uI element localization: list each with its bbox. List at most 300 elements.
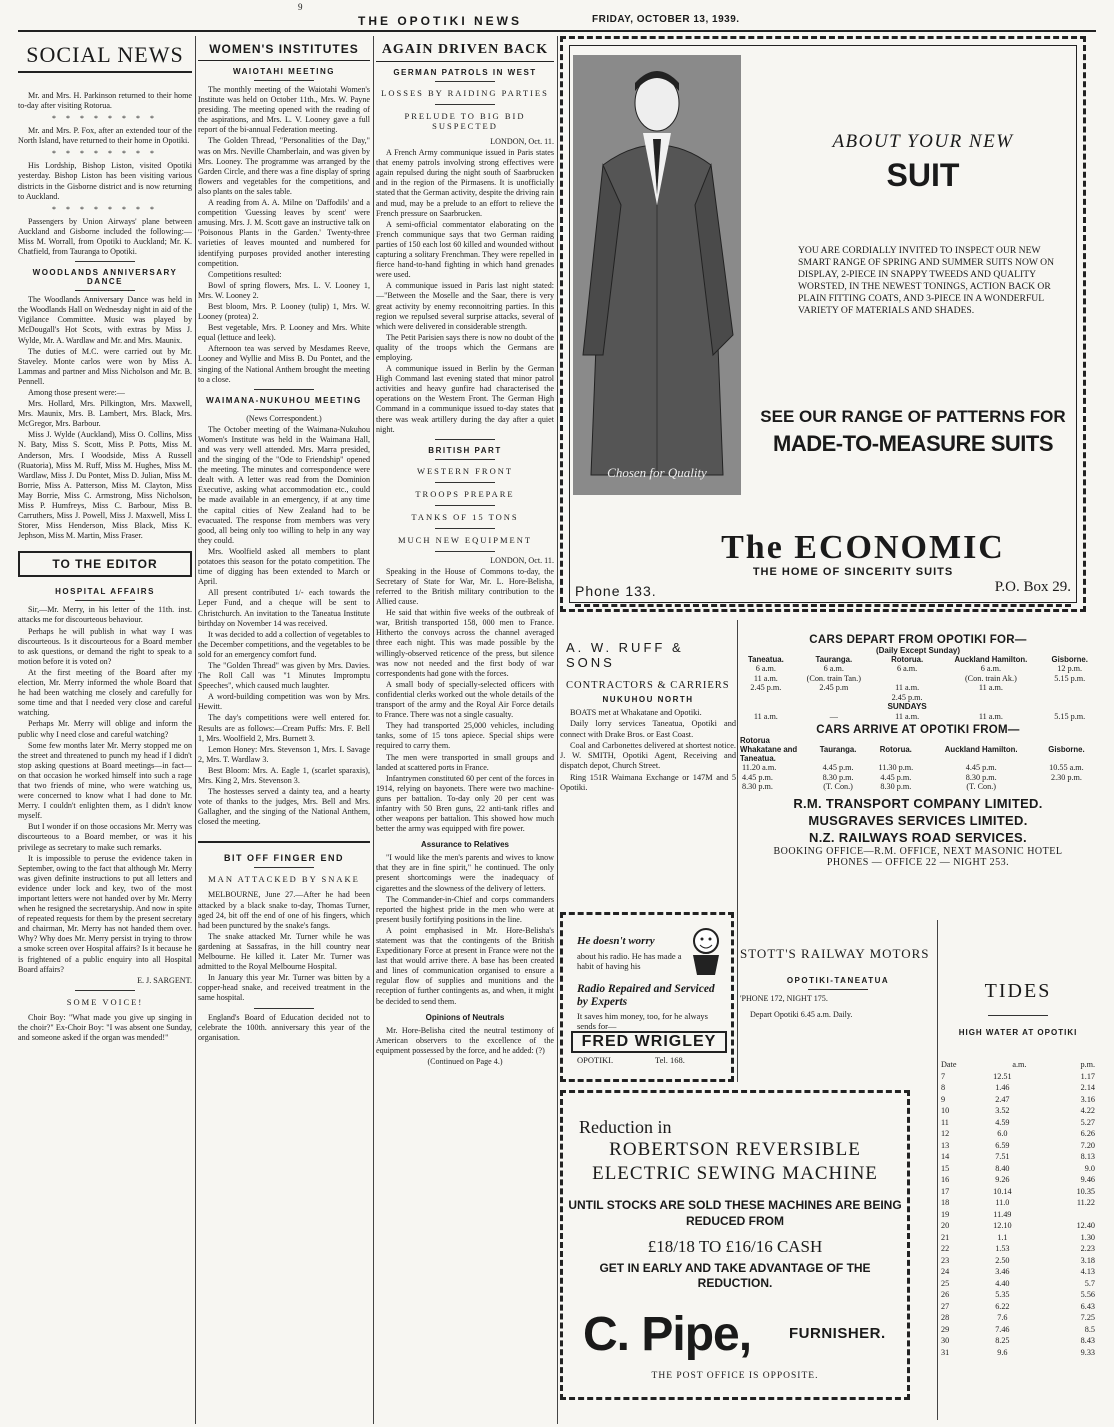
pipe-sewing-machine-advertisement: [560, 1090, 910, 1400]
table-cell: 28: [941, 1313, 950, 1322]
ad-headline-suit: SUIT: [886, 157, 960, 193]
article-paragraph: Best bloom, Mrs. P. Looney (tulip) 1, Mrs. W. Looney (protea) 2.: [198, 301, 370, 322]
table-row: [940, 1335, 1096, 1347]
table-cell: 11.0: [995, 1198, 1010, 1207]
table-cell: 22: [941, 1244, 950, 1253]
wrigley-headline: He doesn't worry: [577, 935, 655, 947]
article-paragraph: A reading from A. A. Milne on 'Daffodils' and a competition 'Guessing leaves by scent' were amusing. Mrs. J. M. Scott gave an instructive talk on 'Poisonous Plants in the Garden.' Twenty-three varieties of leaves mounted and numbered for identifying purposes provided another interesting competition.: [198, 198, 370, 268]
table-cell: 12.10: [993, 1221, 1012, 1230]
divider: [808, 989, 868, 990]
table-cell: 15: [941, 1163, 950, 1173]
column-header: Gisborne.: [1048, 745, 1085, 754]
table-row: [740, 702, 1096, 712]
table-cell: 4.13: [1080, 1267, 1095, 1276]
divider: [254, 80, 314, 81]
opinions-heading: Opinions of Neutrals: [425, 1012, 505, 1022]
tides-rows: [940, 1071, 1096, 1359]
newspaper-name: THE OPOTIKI NEWS: [358, 14, 523, 28]
article-paragraph: A point emphasised in Mr. Hore-Belisha's statement was that the contingents of the British Expeditionary Force at present in France were not the last that would arrive there. A base has been created and lines of communication organised to ensure a regular flow of supplies and munitions and the reception of further contingents as, and when, it might be decided to send them.: [376, 925, 554, 1006]
article-paragraph: The duties of M.C. were carried out by Mr. Staveley. Monte carlos were won by Miss A. Lammas and partner and Miss Nicholson and Mr. B. Pennell.: [18, 346, 192, 386]
table-cell: 6.22: [995, 1301, 1010, 1311]
economic-suit-advertisement: [560, 36, 1086, 612]
table-row: [940, 1324, 1096, 1336]
table-cell: 8.30 p.m.: [742, 782, 773, 791]
table-cell: 2.45 p.m: [819, 683, 849, 692]
column-header: Tauranga.: [819, 745, 857, 754]
cartoon-man-icon: [683, 925, 729, 981]
table-cell: 4.45 p.m.: [742, 772, 773, 782]
table-cell: 10.55 a.m.: [1049, 763, 1084, 772]
divider: [254, 867, 314, 868]
article-paragraph: A semi-official commentator elaborating on the French communique says that two German raiding parties of 150 each lost 60 killed and wounded without capturing a solitary Frenchman. They were repelled in fierce hand-to-hand fighting in which hand grenades were used.: [376, 219, 554, 280]
ruff-paragraph: Ring 151R Waimana Exchange or 147M and 5 Opotiki.: [560, 772, 736, 793]
divider: [254, 1008, 314, 1009]
article-paragraph: Lemon Honey: Mrs. Stevenson 1, Mrs. I. Savage 2, Mrs. T. Wardlaw 3.: [198, 744, 370, 764]
wrigley-radio-advertisement: [560, 912, 734, 1082]
article-paragraph: All present contributed 1/- each towards the Leper Fund, and a cheque will be sent to Christchurch. An invitation to the Taneatua Institute birthday on November 14 was received.: [198, 588, 370, 628]
table-cell: 8.30 p.m.: [880, 782, 912, 791]
economic-name: The ECONOMIC: [721, 529, 1005, 566]
column-header: a.m.: [1012, 1060, 1027, 1069]
table-cell: 4.22: [1080, 1106, 1095, 1115]
table-cell: 3.16: [1080, 1094, 1095, 1104]
table-cell: 3.52: [995, 1106, 1010, 1115]
table-cell: 14: [941, 1152, 950, 1161]
table-cell: 7.25: [1080, 1313, 1095, 1322]
table-row: [740, 664, 1096, 674]
table-cell: 4.45 p.m.: [880, 772, 912, 782]
article-paragraph: Miss J. Wylde (Auckland), Miss O. Collins, Miss N. Baty, Miss S. Scott, Miss P. Potts, Miss M. Anderson, Mrs. I Woodside, Miss A Russell (Ruatoria), Miss M. Ruff, Miss M. Hughes, Miss M. Wardlaw, Miss J. Du Pontet, Miss D. Julian, Miss M. Borrie, Miss A. Patterson, Miss M. Clayton, Miss May Borrie, Miss C. Armstrong, Miss Nicholson, Miss P. Humfreys, Miss C. Barbour, Miss B. Carruthers, Miss J. Powell, Miss J. Maxwell, Miss I. Storer, Miss Henderson, Miss Black, Miss K. Jephson, Miss M. Martin, Miss Fraser.: [18, 430, 192, 541]
table-cell: 7.6: [997, 1313, 1008, 1322]
divider: [435, 482, 495, 483]
table-cell: 5.27: [1080, 1117, 1095, 1127]
divider: [75, 290, 135, 291]
wrigley-service-line: Radio Repaired and Serviced by Experts: [577, 983, 715, 1008]
article-paragraph: Mr. and Mrs. H. Parkinson returned to their home to-day after visiting Rotorua.: [18, 91, 192, 111]
article-paragraph: The monthly meeting of the Waiotahi Women's Institute was held on October 11th., Mrs. W. Payne presiding. The meeting opened with the reading of the aspirations, and Mrs. L. V. Looney gave a full report of the bi-annual Federation meeting.: [198, 85, 370, 135]
article-paragraph: The Petit Parisien says there is now no doubt of the quality of the troops which the Germans are employing.: [376, 332, 554, 362]
article-paragraph: England's Board of Education decided not to celebrate the 100th. anniversary this year of the organisation.: [198, 1012, 370, 1042]
table-cell: 5.35: [995, 1290, 1010, 1299]
article-paragraph: Infantrymen constituted 60 per cent of the forces in 1914, relying on bayonets. There were two machine-guns per battalion. To-day only 20 per cent was infantry with 50 Bren guns, 22 anti-tank rifles and other weapons per battalion. This showed how much better the army was equipped with fire power.: [376, 773, 554, 834]
table-row: [740, 773, 1096, 783]
table-cell: 9: [941, 1094, 946, 1104]
divider: [435, 81, 495, 82]
table-cell: 6 a.m.: [755, 664, 776, 673]
table-cell: 9.33: [1080, 1347, 1095, 1357]
some-voice-heading: SOME VOICE!: [66, 996, 144, 1007]
wrigley-telephone: Tel. 168.: [655, 1055, 685, 1065]
table-cell: 11 a.m.: [978, 711, 1003, 721]
article-paragraph: Choir Boy: "What made you give up singing in the choir?" Ex-Choir Boy: "I was absent one Sunday, and someone asked if the organ was mended!": [18, 1012, 192, 1043]
table-cell: 6.59: [995, 1140, 1010, 1150]
table-row: [740, 674, 1096, 684]
table-cell: 30: [941, 1336, 950, 1345]
page-number: 9: [298, 2, 303, 12]
tides-subheading: HIGH WATER AT OPOTIKI: [958, 1028, 1078, 1037]
reduction-heading: Reduction in: [579, 1117, 672, 1137]
column-rule: [737, 620, 738, 1082]
column-rule: [937, 920, 938, 1420]
cars-depart-subheading: (Daily Except Sunday): [875, 646, 961, 655]
column-header: Rotorua.: [891, 655, 924, 664]
tides-table-section: [940, 980, 1096, 1358]
table-cell: 8.25: [995, 1336, 1010, 1345]
railways-line: N.Z. RAILWAYS ROAD SERVICES.: [809, 829, 1027, 845]
column-rule: [195, 36, 196, 1424]
table-row: [940, 1209, 1096, 1221]
tides-heading: TIDES: [984, 980, 1052, 1002]
letter-paragraph: It is impossible to peruse the evidence taken in September, owing to the fact that although Mr. Merry was given definite instructions to put all letters and evidence under lock and key, two of the most important letters were not handed over by Mr. Merry when he resigned the secretaryship. And now in spite of repeated requests for them by the present secretary and chairman, Mr. Merry has not handed them over. Why? Why does Mr. Merry persist in trying to throw a smoke screen over Hospital affairs? Is it because he is frightened of a public enquiry into all Hospital Board affairs?: [18, 853, 192, 974]
column-womens-institutes: [198, 36, 370, 1424]
economic-tagline: THE HOME OF SINCERITY SUITS: [752, 566, 954, 578]
get-in-early-line: GET IN EARLY AND TAKE ADVANTAGE OF THE REDUCTION.: [599, 1261, 871, 1290]
article-paragraph: "I would like the men's parents and wives to know that they are in fine spirit," he continued. The only present shortcomings were the inadequacy of cigarettes and the slowness of the delivery of letters.: [376, 853, 554, 893]
war-subheading: LOSSES BY RAIDING PARTIES: [381, 88, 549, 98]
table-row: [940, 1301, 1096, 1313]
war-subheading: TROOPS PREPARE: [415, 488, 515, 499]
table-cell: 20: [941, 1221, 950, 1230]
article-paragraph: MELBOURNE, June 27.—After he had been attacked by a black snake to-day, Thomas Turner, aged 24, bit off the end of one of his fingers, which had been punctured by the snake's fangs.: [198, 890, 370, 930]
table-cell: 24: [941, 1267, 950, 1276]
table-cell: 11.30 p.m.: [878, 763, 914, 772]
table-cell: 1.1: [997, 1232, 1008, 1242]
furnisher-label: FURNISHER.: [789, 1325, 886, 1342]
table-row: [940, 1255, 1096, 1267]
divider: [75, 600, 135, 601]
stotts-phone: 'PHONE 172, NIGHT 175.: [740, 994, 828, 1003]
table-cell: 12: [941, 1129, 950, 1138]
pipe-name: C. Pipe,: [583, 1308, 752, 1361]
ruff-location: NUKUHOU NORTH: [602, 695, 694, 704]
table-cell: 5.15 p.m.: [1054, 673, 1086, 683]
sewing-machine-line: ELECTRIC SEWING MACHINE: [592, 1163, 878, 1184]
table-cell: 11 a.m.: [978, 683, 1003, 692]
table-row: [940, 1117, 1096, 1129]
article-paragraph: Mr. Hore-Belisha cited the neutral testimony of American observers to the excellence of the equipment possessed by the force, and he added: (?): [376, 1025, 554, 1055]
letter-paragraph: Some few months later Mr. Merry stopped me on the street and threatened to punch my head if I didn't stop asking questions at Board meetings—in fact—on that occasion he worked himself into such a rage that two friends of mine, who were watching us, were concerned to know what I had done to Mr. Merry. I couldn't enlighten them, as I didn't know myself.: [18, 740, 192, 821]
article-paragraph: Competitions resulted:: [208, 269, 282, 279]
continued-note: (Continued on Page 4.): [427, 1056, 503, 1066]
man-in-suit-icon: [573, 55, 741, 495]
table-cell: 12.51: [993, 1071, 1012, 1081]
war-subheading: GERMAN PATROLS IN WEST: [393, 68, 537, 77]
to-the-editor-heading: TO THE EDITOR: [52, 557, 158, 572]
table-row: [940, 1174, 1096, 1186]
article-paragraph: A communique issued in Paris last night stated:—"Between the Moselle and the Saar, there is very great activity by enemy reconnoitring parties. In this region we repulsed several surprise attacks, several of which were delivered in considerable strength.: [376, 281, 554, 331]
divider: [75, 261, 135, 262]
table-cell: —: [829, 711, 838, 721]
table-cell: 5.15 p.m.: [1054, 711, 1086, 721]
table-cell: 6 a.m.: [823, 664, 844, 673]
arrive-table: [740, 736, 1096, 792]
table-cell: 8.5: [1084, 1324, 1095, 1334]
robertson-line: ROBERTSON REVERSIBLE: [609, 1139, 861, 1160]
ad-headline: ABOUT YOUR NEW: [832, 131, 1014, 152]
table-row: [940, 1312, 1096, 1324]
issue-date: FRIDAY, OCTOBER 13, 1939.: [592, 14, 740, 25]
table-cell: 6.0: [997, 1129, 1008, 1138]
wrigley-text: It saves him money, too, for he always sends for—: [577, 1011, 708, 1031]
column-header: Rotorua.: [879, 745, 912, 754]
ruff-paragraph: BOATS met at Whakatane and Opotiki.: [570, 708, 702, 717]
table-cell: 13: [941, 1140, 950, 1150]
stotts-route: OPOTIKI-TANEATUA: [786, 976, 890, 985]
table-cell: (Con. train Ak.): [964, 673, 1017, 683]
section-rule: [198, 841, 370, 843]
table-cell: 9.6: [997, 1347, 1008, 1357]
table-row: [940, 1140, 1096, 1152]
social-news-heading: SOCIAL NEWS: [18, 36, 192, 73]
correspondent-note: (News Correspondent.): [246, 413, 322, 423]
table-cell: 19: [941, 1209, 950, 1219]
table-cell: 21: [941, 1232, 950, 1242]
column-header: Taneatua.: [747, 655, 784, 664]
letter-paragraph: At the first meeting of the Board after my election, Mr. Merry informed the whole Board that he had been watching me closely and carefully for some time and that I needed very close and careful watching.: [18, 667, 192, 718]
letter-paragraph: Perhaps he will publish in what way I was discourteous. Is it discourteous for a Board member to ask questions, or demand the right to speak to a motion before it is voted on?: [18, 626, 192, 666]
article-paragraph: Afternoon tea was served by Mesdames Reeve, Looney and Wyllie and Miss B. Du Pontet, and the singing of the National Anthem brought the meeting to a close.: [198, 344, 370, 384]
column-rule: [557, 36, 558, 1424]
column-rule: [373, 36, 374, 1424]
table-row: [940, 1151, 1096, 1163]
musgraves-line: MUSGRAVES SERVICES LIMITED.: [808, 812, 1028, 828]
suit-illustration: [573, 55, 741, 495]
table-row: [940, 1082, 1096, 1094]
article-paragraph: Passengers by Union Airways' plane between Auckland and Gisborne included the following:—Miss M. Worrall, from Opotiki to Auckland; Mr. K. Chatfield, from Tauranga to Opotiki.: [18, 216, 192, 257]
table-cell: 6.26: [1080, 1129, 1095, 1138]
table-cell: [876, 674, 938, 684]
table-cell: [938, 693, 1043, 703]
table-cell: 10: [941, 1106, 950, 1115]
stotts-name: STOTT'S RAILWAY MOTORS: [740, 946, 930, 961]
stocks-line: UNTIL STOCKS ARE SOLD THESE MACHINES ARE BEING REDUCED FROM: [568, 1198, 902, 1228]
column-social-news: [18, 36, 192, 1424]
table-cell: 6 a.m.: [980, 664, 1001, 673]
table-cell: 2.45 p.m.: [750, 683, 782, 692]
cars-timetable: [740, 634, 1096, 912]
divider: [435, 104, 495, 105]
man-attacked-heading: MAN ATTACKED BY SNAKE: [208, 874, 360, 885]
column-header: Rotorua Whakatane and Taneatua.: [740, 736, 798, 763]
column-header: Date: [941, 1060, 957, 1069]
column-header: Auckland Hamilton.: [944, 745, 1018, 754]
table-cell: 11 a.m.: [895, 711, 920, 721]
column-header: Gisborne.: [1051, 655, 1088, 664]
table-cell: 8.40: [995, 1163, 1010, 1173]
article-paragraph: He said that within five weeks of the outbreak of war, British transported 158, 000 men to France. Hitherto the convoys across the channel averaged three each night. This was made possible by the willingly-observed reticence of the press, but silence was now not needed and the first body of war correspondents had gone with the forces.: [376, 608, 554, 678]
table-cell: 17: [941, 1186, 950, 1196]
table-cell: 5.56: [1080, 1290, 1095, 1299]
article-paragraph: The hostesses served a dainty tea, and a hearty vote of thanks to the judges, Mrs. Bell and Mrs. Gallagher, and the singing of the National Anthem, closed the meeting.: [198, 787, 370, 827]
article-paragraph: The men were transported in small groups and landed at scattered ports in France.: [376, 752, 554, 772]
article-paragraph: Best Bloom: Mrs. A. Eagle 1, (scarlet sparaxis), Mrs. King 2, Mrs. Stevenson 3.: [198, 765, 370, 785]
table-row: [940, 1266, 1096, 1278]
table-row: [940, 1243, 1096, 1255]
cars-depart-heading: CARS DEPART FROM OPOTIKI FOR—: [809, 634, 1027, 646]
table-cell: 11.22: [1076, 1198, 1095, 1207]
womens-institutes-heading: WOMEN'S INSTITUTES: [198, 36, 370, 61]
table-cell: 11 a.m.: [895, 683, 920, 692]
article-paragraph: A word-building competition was won by Mrs. Hewitt.: [198, 692, 370, 712]
table-cell: 10.35: [1076, 1186, 1095, 1196]
divider-stars: * * * * * * * *: [52, 204, 158, 214]
table-header-row: [740, 655, 1096, 664]
table-row: [940, 1128, 1096, 1140]
divider: [435, 528, 495, 529]
table-row: [940, 1186, 1096, 1198]
ad-bottom-rule: [575, 604, 1071, 607]
divider-stars: * * * * * * * *: [52, 114, 158, 124]
table-cell: 3.46: [995, 1267, 1010, 1276]
woodlands-heading: WOODLANDS ANNIVERSARY DANCE: [32, 268, 178, 287]
tides-table: [940, 1059, 1096, 1071]
hospital-affairs-heading: HOSPITAL AFFAIRS: [55, 587, 155, 597]
table-cell: 11 a.m.: [753, 711, 778, 721]
table-row: [940, 1105, 1096, 1117]
article-paragraph: In January this year Mr. Turner was bitten by a copper-head snake, and received treatment in the same hospital.: [198, 973, 370, 1003]
table-row: [940, 1289, 1096, 1301]
divider: [435, 551, 495, 552]
masthead-rule: [18, 30, 1096, 32]
table-cell: 8.30 p.m.: [822, 772, 854, 782]
divider: [254, 389, 314, 390]
table-cell: [1043, 693, 1096, 703]
article-paragraph: A French Army communique issued in Paris states that enemy patrols involving strong effectives were again repulsed during the night south of Saarbrucken and in the region of the Pirmasens. It is unofficially stated that the German activity, despite the driving rain and mud, may be a prelude to an effort to relieve the French pressure on Saarbrucken.: [376, 148, 554, 218]
table-header-row: [940, 1059, 1096, 1071]
economic-phone: Phone 133.: [575, 583, 657, 599]
column-war-news: [376, 36, 554, 1424]
letter-paragraph: But I wonder if on those occasions Mr. Merry was discourteous to a Board member, or was it his privilege as secretary to make such remarks.: [18, 822, 192, 852]
column-header: Auckland Hamilton.: [954, 655, 1028, 664]
table-row: [940, 1278, 1096, 1290]
table-cell: 1.30: [1080, 1232, 1095, 1242]
letter-paragraph: Perhaps Mr. Merry will oblige and inform the public why I need close and careful watching?: [18, 719, 192, 739]
table-cell: 9.46: [1080, 1175, 1095, 1184]
table-cell: 16: [941, 1175, 950, 1184]
table-cell: 7.46: [995, 1324, 1010, 1334]
divider: [435, 439, 495, 440]
dateline: LONDON, Oct. 11.: [490, 137, 554, 146]
table-cell: (T. Con.): [966, 782, 996, 791]
table-cell: 25: [941, 1278, 950, 1288]
table-row: [940, 1197, 1096, 1209]
table-cell: 1.53: [995, 1244, 1010, 1253]
table-cell: 6.43: [1080, 1301, 1095, 1311]
letter-paragraph: Sir,—Mr. Merry, in his letter of the 11th. inst. attacks me for discourteous behaviour.: [18, 605, 192, 625]
sundays-label: SUNDAYS: [887, 702, 927, 711]
article-paragraph: A communique issued in Berlin by the German High Command last evening stated that minor patrol activities and heavy gunfire had characterised the operations on the Western Front. The German High Command in a communique issued to-day states that there was weak artillery during the day after a quiet night.: [376, 364, 554, 434]
table-row: [940, 1071, 1096, 1083]
stotts-departure: Depart Opotiki 6.45 a.m. Daily.: [750, 1010, 853, 1020]
ruff-paragraph: Daily lorry services Taneatua, Opotiki and connect with Drake Bros. or East Coast.: [560, 719, 736, 739]
article-paragraph: The October meeting of the Waimana-Nukuhou Women's Institute was held in the Waimana Hall, and was very well attended. Mrs. Marra presided, and the singing of the "Ode to Friendship" opened the meeting. The minutes and correspondence were dealt with. A letter was read from the Dominion Executive, asking what accommodation etc., could be made available in an emergency, if at any time the capital cities of New Zealand had to be evacuated. The response from members was very good, all being only too willing to help in any way they could.: [198, 424, 370, 545]
table-cell: 2.50: [995, 1255, 1010, 1265]
table-cell: 18: [941, 1198, 950, 1207]
table-row: [940, 1220, 1096, 1232]
article-paragraph: A small body of specially-selected officers with confidential clerks worked out the whole details of the transport of the army and the Royal Air Force details to France. There was not a single casualty.: [376, 679, 554, 720]
table-cell: 8.30 p.m.: [965, 772, 997, 782]
table-cell: 11: [941, 1117, 949, 1127]
post-office-line: THE POST OFFICE IS OPPOSITE.: [651, 1371, 819, 1381]
depart-table: [740, 655, 1096, 721]
wrigley-address: OPOTIKI.: [577, 1055, 614, 1065]
table-cell: 12.40: [1076, 1221, 1095, 1230]
to-the-editor-box: [18, 551, 192, 577]
article-paragraph: Bowl of spring flowers, Mrs. L. V. Looney 1, Mrs. W. Looney 2.: [198, 280, 370, 300]
wrigley-name: FRED WRIGLEY: [571, 1031, 727, 1053]
waiotahi-heading: WAIOTAHI MEETING: [232, 67, 336, 76]
dateline: LONDON, Oct. 11.: [490, 555, 554, 565]
table-cell: 31: [941, 1347, 950, 1357]
table-cell: 4.45 p.m.: [965, 763, 997, 772]
table-cell: 2.45 p.m.: [891, 692, 923, 702]
table-cell: 8.43: [1080, 1336, 1095, 1345]
table-cell: 7.20: [1080, 1140, 1095, 1150]
table-cell: [1043, 683, 1096, 693]
column-header: Tauranga.: [815, 655, 853, 664]
stotts-railway-motors: [740, 946, 936, 1021]
divider: [435, 459, 495, 460]
table-cell: 8.13: [1080, 1152, 1095, 1161]
table-cell: 6 a.m.: [896, 664, 918, 673]
table-cell: 10.14: [993, 1186, 1012, 1196]
table-row: [740, 693, 1096, 703]
british-part-heading: BRITISH PART: [428, 445, 502, 455]
article-paragraph: The snake attacked Mr. Turner while he was gardening at Sassafras, in the hill country near Melbourne. He killed it. Later Mr. Turner was admitted to the Royal Melbourne Hospital.: [198, 931, 370, 972]
article-paragraph: They had transported 25,000 vehicles, including tanks, some of 15 tons apiece. Special ships were required to carry them.: [376, 721, 554, 751]
ad-made-to-measure: MADE-TO-MEASURE SUITS: [773, 431, 1053, 456]
table-cell: (Con. train Tan.): [806, 673, 861, 683]
bit-off-finger-heading: BIT OFF FINGER END: [224, 853, 344, 864]
table-row: [940, 1347, 1096, 1359]
ruff-name: A. W. RUFF & SONS: [566, 640, 684, 670]
article-paragraph: The Commander-in-Chief and corps commanders reported the highest pride in the men who were at present busily fortifying positions in the line.: [376, 894, 554, 924]
table-cell: [1037, 782, 1096, 792]
table-cell: 1.17: [1080, 1071, 1095, 1081]
table-header-row: [740, 736, 1096, 763]
divider-stars: * * * * * * * *: [52, 149, 158, 159]
table-cell: 4.40: [995, 1278, 1010, 1288]
chosen-for-quality-label: Chosen for Quality: [607, 465, 707, 480]
table-cell: 27: [941, 1301, 950, 1311]
waimana-heading: WAIMANA-NUKUHOU MEETING: [206, 395, 362, 405]
table-cell: 2.47: [995, 1094, 1010, 1104]
economic-po-box: P.O. Box 29.: [994, 579, 1071, 595]
table-row: [740, 763, 1096, 773]
ad-invite-text: YOU ARE CORDIALLY INVITED TO INSPECT OUR NEW SMART RANGE OF SPRING AND SUMMER SUITS NOW ON DISPLAY, 2-PIECE IN SNAPPY TWEEDS AND QUALITY WORSTED, IN THE NEWEST TONINGS, ACTION BACK OR PLAIN FITTING COATS, AND 3-PIECE IN A WONDERFUL VARIETY OF MATERIALS AND SHADES.: [798, 245, 1055, 316]
article-paragraph: Speaking in the House of Commons to-day, the Secretary of State for War, Mr. L. Hore-Belisha, referred to the British military contribution to the Allied cause.: [376, 566, 554, 607]
article-paragraph: Among those present were:—: [28, 387, 125, 397]
table-row: [740, 712, 1096, 722]
column-header: p.m.: [1080, 1060, 1095, 1069]
again-driven-back-heading: AGAIN DRIVEN BACK: [376, 36, 554, 62]
ruff-paragraph: Coal and Carbonettes delivered at shortest notice. J. W. SMITH, Opotiki Agent, Receiving and dispatch depot, Church Street.: [560, 740, 736, 771]
table-row: [940, 1094, 1096, 1106]
table-cell: [792, 693, 876, 703]
table-cell: 2.23: [1080, 1244, 1095, 1253]
table-cell: 8: [941, 1083, 946, 1092]
article-paragraph: Mrs. Woolfield asked all members to plant potatoes this season for the potato competition. The time of digging has been extended to March or April.: [198, 546, 370, 587]
article-paragraph: The "Golden Thread" was given by Mrs. Davies. The Roll Call was "1 Minutes Impromptu Speeches", which caused much laughter.: [198, 660, 370, 691]
article-paragraph: It was decided to add a collection of vegetables to the December competitions, and the vegetables to be sold for an emergency comfort fund.: [198, 629, 370, 659]
table-cell: (T. Con.): [823, 782, 853, 791]
table-cell: 29: [941, 1324, 950, 1334]
table-cell: 1.46: [995, 1083, 1010, 1092]
letter-signature: E. J. SARGENT.: [137, 975, 192, 985]
table-cell: 2.30 p.m.: [1050, 772, 1082, 782]
divider: [435, 505, 495, 506]
assurance-heading: Assurance to Relatives: [420, 840, 510, 850]
